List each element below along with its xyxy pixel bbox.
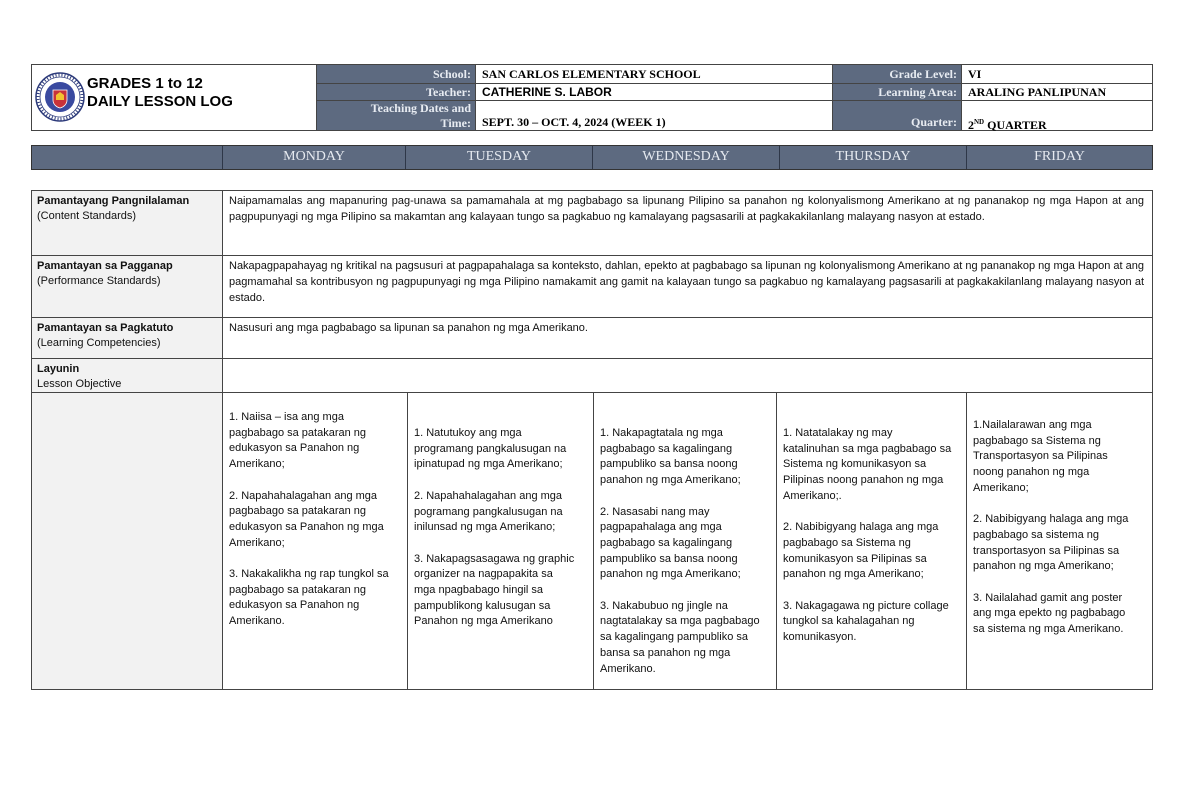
learning-competencies-text: Nasusuri ang mga pagbabago sa lipunan sa panahon ng mga Amerikano. <box>229 322 588 334</box>
friday-objective-3: 3. Nailalahad gamit ang poster ang mga epekto ng pagbabago sa sistema ng mga Amerikano. <box>973 591 1126 636</box>
performance-standards-label <box>32 256 223 317</box>
thursday-objective-3: 3. Nakagagawa ng picture collage tungkol sa kahalagahan ng komunikasyon. <box>783 599 949 644</box>
learning-competencies-title: Pamantayan sa Pagkatuto <box>37 322 174 334</box>
learning-competencies-label <box>32 318 223 358</box>
tuesday-objective-1: 1. Natutukoy ang mga programang pangkalusugan na ipinatupad ng mga Amerikano; <box>414 427 567 471</box>
lesson-objective-label <box>32 359 223 392</box>
performance-standards-row <box>32 256 1152 317</box>
grade-value: VI <box>962 65 1152 83</box>
wednesday-objective-1: 1. Nakapagtatala ng mga pagbabago sa kagalingang pampubliko sa bansa noong panahon ng mga Amerikano; <box>600 427 741 487</box>
dates-value: SEPT. 30 – OCT. 4, 2024 (WEEK 1) <box>476 101 832 130</box>
teacher-label: Teacher: <box>317 84 475 100</box>
monday-objective-3: 3. Nakakalikha ng rap tungkol sa pagbabago sa patakaran ng edukasyon sa Panahon ng Amerikano. <box>229 568 389 628</box>
quarter-value <box>962 101 1152 130</box>
teacher-value: CATHERINE S. LABOR <box>476 84 832 100</box>
performance-standards-subtitle: (Performance Standards) <box>37 275 161 287</box>
thursday-objectives <box>777 393 966 662</box>
tuesday-objectives <box>408 393 593 646</box>
friday-objectives <box>967 393 1152 654</box>
friday-objective-1: 1.Nailalarawan ang mga pagbabago sa Sistema ng Transportasyon sa Pilipinas noong panahon ng mga Amerikano; <box>973 419 1108 494</box>
friday-objective-2: 2. Nabibigyang halaga ang mga pagbabago sa sistema ng transportasyon sa Pilipinas sa panahon ng mga Amerikano; <box>973 513 1129 573</box>
day-thursday: THURSDAY <box>779 146 966 169</box>
content-standards-label <box>32 191 223 255</box>
brand-block <box>32 65 317 130</box>
monday-objectives <box>223 393 407 646</box>
wednesday-objective-2: 2. Nasasabi nang may pagpapahalaga ang mga pagbabago sa kagalingang pampubliko sa bansa noong panahon ng mga Amerikano; <box>600 505 741 581</box>
quarter-word: QUARTER <box>984 118 1047 132</box>
dates-label <box>317 101 475 130</box>
monday-objective-2: 2. Napahahalagahan ang mga pagbabago sa patakaran ng edukasyon sa Panahon ng mga Amerikano; <box>229 489 384 549</box>
area-value: ARALING PANLIPUNAN <box>962 84 1152 100</box>
brand-line-1: GRADES 1 to 12 <box>87 75 203 92</box>
day-monday: MONDAY <box>222 146 405 169</box>
lesson-log-header <box>31 64 1153 131</box>
thursday-objective-1: 1. Natatalakay ng may katalinuhan sa mga pagbabago sa Sistema ng komunikasyon sa Pilipinas noong panahon ng mga Amerikano;. <box>783 427 952 502</box>
wednesday-objective-3: 3. Nakabubuo ng jingle na nagtatalakay sa mga pagbabago sa kagalingang pampubliko sa bansa sa panahon ng mga Amerikano. <box>600 599 760 675</box>
quarter-number: 2 <box>968 118 974 132</box>
school-value: SAN CARLOS ELEMENTARY SCHOOL <box>476 65 832 83</box>
monday-objective-1: 1. Naiisa – isa ang mga pagbabago sa patakaran ng edukasyon sa Panahon ng Amerikano; <box>229 411 367 471</box>
lesson-objective-row <box>32 359 1152 392</box>
learning-competencies-subtitle: (Learning Competencies) <box>37 337 161 349</box>
school-label: School: <box>317 65 475 83</box>
dates-label-line-2: Time: <box>440 116 471 130</box>
quarter-suffix: ND <box>974 118 985 126</box>
day-tuesday: TUESDAY <box>405 146 592 169</box>
content-standards-row <box>32 191 1152 255</box>
lesson-objective-title: Layunin <box>37 363 80 375</box>
day-friday: FRIDAY <box>966 146 1152 169</box>
content-standards-subtitle: (Content Standards) <box>37 210 137 222</box>
deped-seal-icon <box>35 68 85 126</box>
content-standards-title: Pamantayang Pangnilalaman <box>37 195 190 207</box>
learning-competencies-row <box>32 318 1152 358</box>
performance-standards-title: Pamantayan sa Pagganap <box>37 260 173 272</box>
area-label: Learning Area: <box>833 84 961 100</box>
dates-label-line-1: Teaching Dates and <box>370 101 471 115</box>
content-standards-text: Naipamamalas ang mapanuring pag-unawa sa pamamahala at mg pagbabago sa lipunang Pilipino sa panahon ng kolonyalismong Amerikano at ng pananakop ng mga Hapon at ang pagpupunyagi ng mga Pilipino sa makamtan ang kalayaan tungo sa pagkabuo ng kamalayang pagsasarili at pagkakakilanlang malayang nasyon at estado. <box>229 195 1144 223</box>
grade-label: Grade Level: <box>833 65 961 83</box>
lesson-table <box>31 190 1153 690</box>
objectives-label-cell <box>32 393 222 689</box>
performance-standards-text: Nakapagpapahayag ng kritikal na pagsusuri at pagpapahalaga sa konteksto, dahlan, epekto at pagbabago sa lipunan ng kolonyalismong Amerikano at ng pananakop ng mga Hapon at ang pagmamahal sa kontribusyon ng pagpupunyagi ng mga Pilipino namakamit ang gamit na kalayaan tungo sa pagkabuo ng kamalayang pagsasarili at pagkakakilanlang malayang nasyon at estado. <box>229 260 1144 304</box>
weekday-header <box>31 145 1153 170</box>
tuesday-objective-2: 2. Napahahalagahan ang mga pogramang pangkalusugan na inilunsad ng mga Amerikano; <box>414 489 563 534</box>
quarter-label: Quarter: <box>833 101 961 130</box>
thursday-objective-2: 2. Nabibigyang halaga ang mga pagbabago sa Sistema ng komunikasyon sa Pilipinas sa panahon ng mga Amerikano; <box>783 521 939 581</box>
day-wednesday: WEDNESDAY <box>592 146 779 169</box>
brand-line-2: DAILY LESSON LOG <box>87 93 233 110</box>
tuesday-objective-3: 3. Nakapagsasagawa ng graphic organizer na nagpapakita sa mga npagbabago hingil sa pampublikong kalusugan sa Panahon ng mga Amerikano <box>414 552 575 628</box>
lesson-objective-subtitle: Lesson Objective <box>37 378 122 390</box>
wednesday-objectives <box>594 393 776 693</box>
